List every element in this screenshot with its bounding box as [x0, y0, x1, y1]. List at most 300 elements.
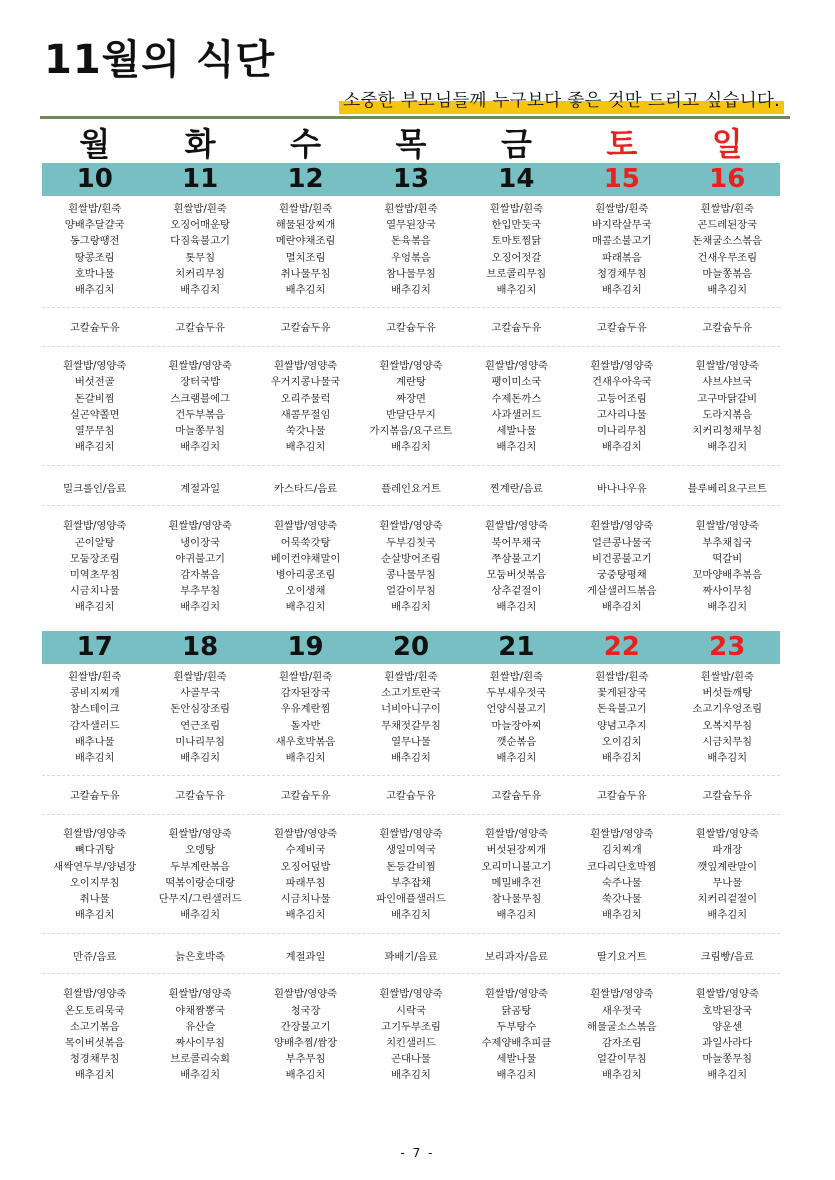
date-bar — [42, 163, 780, 196]
menu-item: 오리주물럭 — [280, 392, 331, 405]
menu-item: 흰쌀밥/영양죽 — [379, 988, 443, 1001]
menu-item: 배추김치 — [180, 441, 221, 454]
menu-day-column — [358, 826, 463, 923]
snack-item: 블루베리요구르트 — [687, 483, 768, 496]
menu-item: 떡볶이랑순대랑 — [165, 876, 235, 889]
menu-item: 모둠버섯볶음 — [486, 568, 547, 581]
menu-item: 흰쌀밥/영양죽 — [168, 988, 232, 1001]
menu-day-column — [42, 518, 147, 615]
date-number: 22 — [603, 632, 640, 662]
menu-item: 시금치나물 — [280, 892, 331, 905]
menu-item: 배추김치 — [707, 601, 748, 614]
menu-item: 흰쌀밥/영양죽 — [484, 360, 548, 373]
menu-item: 두부탕수 — [496, 1020, 537, 1033]
menu-item: 뼈다귀탕 — [74, 844, 115, 857]
menu-item: 사과샐러드 — [491, 408, 542, 421]
menu-item: 미나리무침 — [175, 735, 225, 748]
date-number: 13 — [392, 164, 430, 194]
menu-item: 해물된장찌개 — [275, 219, 336, 232]
snack-item: 딸기요거트 — [596, 951, 647, 964]
menu-item: 병아리콩조림 — [275, 568, 336, 581]
menu-day-column — [42, 669, 147, 766]
day-headers — [42, 125, 780, 163]
afternoon-snack-row — [42, 481, 780, 497]
menu-item: 새콤무절임 — [280, 408, 331, 421]
menu-item: 배추김치 — [496, 601, 537, 614]
menu-item: 꽃게된장국 — [596, 687, 647, 700]
menu-day-column — [675, 518, 780, 615]
menu-item: 흰쌀밥/영양죽 — [63, 520, 127, 533]
menu-item: 돈등갈비찜 — [386, 860, 436, 873]
date-number: 11 — [182, 164, 219, 194]
menu-item: 샤브샤브국 — [702, 376, 753, 389]
menu-day-column — [464, 518, 569, 615]
menu-item: 도라지볶음 — [702, 408, 753, 421]
menu-item: 김치찌개 — [601, 844, 642, 857]
menu-item: 버섯들깨탕 — [702, 687, 753, 700]
menu-item: 배추김치 — [74, 283, 115, 296]
date-number: 23 — [709, 632, 746, 662]
menu-item: 오징어매운탕 — [170, 219, 230, 232]
menu-day-column — [253, 986, 358, 1083]
menu-day-column — [569, 986, 674, 1083]
menu-item: 배추김치 — [601, 441, 642, 454]
snack-item: 계절과일 — [285, 951, 326, 964]
day-header: 금 — [500, 125, 532, 163]
menu-item: 해물굴소스볶음 — [587, 1020, 657, 1033]
menu-item: 메밀배추전 — [491, 876, 542, 889]
menu-item: 흰쌀밥/영양죽 — [695, 828, 759, 841]
menu-day-column — [358, 518, 463, 615]
page-number: - 7 - — [400, 1146, 435, 1160]
menu-item: 파개장 — [712, 844, 743, 857]
menu-item: 배추김치 — [285, 1069, 326, 1082]
snack-item: 고칼슘두유 — [596, 322, 647, 335]
menu-item: 톳무침 — [185, 251, 216, 264]
snack-item: 플레인요거트 — [381, 483, 441, 496]
menu-item: 온도토리묵국 — [64, 1004, 125, 1017]
menu-item: 곤드레된장국 — [697, 219, 758, 232]
menu-item: 새우호박볶음 — [275, 735, 336, 748]
menu-item: 배추김치 — [285, 601, 326, 614]
menu-day-column — [253, 669, 358, 766]
menu-item: 미역초무침 — [69, 568, 120, 581]
menu-item: 감자볶음 — [180, 568, 221, 581]
menu-day-column — [147, 518, 252, 615]
menu-item: 흰쌀밥/영양죽 — [379, 360, 443, 373]
menu-item: 흰쌀밥/흰죽 — [278, 203, 333, 215]
menu-item: 사골무국 — [180, 687, 221, 700]
section-divider — [42, 973, 780, 974]
snack-item: 고칼슘두유 — [280, 322, 331, 335]
menu-item: 비건콩불고기 — [591, 552, 652, 565]
menu-item: 파래볶음 — [601, 251, 642, 264]
menu-item: 토마토찜닭 — [491, 235, 542, 248]
menu-item: 흰쌀밥/영양죽 — [168, 360, 232, 373]
section-divider — [42, 933, 780, 934]
menu-item: 양배추달걀국 — [64, 219, 125, 232]
menu-item: 치킨샐러드 — [386, 1036, 436, 1049]
menu-item: 감자된장국 — [280, 687, 331, 700]
menu-item: 흰쌀밥/흰죽 — [489, 203, 543, 215]
date-number: 16 — [709, 164, 746, 194]
menu-item: 냉이장국 — [180, 536, 221, 549]
menu-item: 흰쌀밥/영양죽 — [273, 828, 338, 841]
menu-day-column — [42, 201, 147, 298]
menu-day-column — [675, 669, 780, 766]
menu-day-column — [569, 358, 674, 455]
menu-item: 우유계란찜 — [280, 703, 331, 716]
date-number: 12 — [287, 164, 324, 194]
menu-item: 쭈삼불고기 — [491, 552, 542, 565]
menu-item: 흰쌀밥/영양죽 — [273, 988, 338, 1001]
menu-item: 흰쌀밥/영양죽 — [273, 360, 338, 373]
menu-item: 흰쌀밥/흰죽 — [595, 671, 649, 683]
menu-item: 마늘쫑볶음 — [702, 267, 753, 280]
menu-item: 배추김치 — [180, 909, 221, 922]
menu-day-column — [147, 201, 252, 298]
menu-item: 부추채칩국 — [702, 536, 753, 549]
menu-item: 멸치조림 — [285, 251, 326, 264]
menu-item: 파인애플샐러드 — [376, 892, 446, 905]
menu-item: 흰쌀밥/영양죽 — [168, 520, 232, 533]
menu-item: 코다리단호박찜 — [587, 860, 657, 873]
menu-item: 건두부볶음 — [175, 408, 225, 421]
menu-item: 흰쌀밥/영양죽 — [63, 360, 127, 373]
menu-item: 버섯전골 — [74, 376, 115, 389]
menu-day-column — [675, 358, 780, 455]
menu-item: 수제돈까스 — [491, 392, 542, 405]
menu-item: 건새우무조림 — [697, 251, 758, 264]
menu-day-column — [147, 826, 252, 923]
date-number: 15 — [603, 164, 640, 194]
section-divider — [42, 814, 780, 815]
menu-item: 부추무침 — [180, 585, 221, 598]
menu-item: 메란야채조림 — [275, 235, 336, 248]
menu-item: 북어무채국 — [491, 536, 542, 549]
menu-item: 오이생채 — [285, 585, 326, 598]
menu-day-column — [358, 201, 463, 298]
menu-item: 시금치나물 — [69, 585, 120, 598]
menu-item: 배추김치 — [601, 601, 642, 614]
snack-item: 찐계란/음료 — [489, 483, 543, 496]
menu-item: 바지락살무국 — [591, 219, 652, 232]
snack-item: 고칼슘두유 — [386, 322, 436, 335]
menu-item: 배추김치 — [496, 1069, 537, 1082]
menu-item: 흰쌀밥/흰죽 — [384, 671, 438, 683]
menu-item: 소고기우엉조림 — [692, 703, 763, 716]
menu-item: 야채짬뽕국 — [175, 1004, 225, 1017]
menu-item: 흰쌀밥/영양죽 — [590, 360, 654, 373]
menu-item: 흰쌀밥/흰죽 — [68, 203, 122, 215]
day-header: 화 — [184, 125, 216, 163]
day-header: 토 — [606, 125, 638, 163]
menu-item: 간장불고기 — [280, 1020, 331, 1033]
menu-item: 치커리청채무침 — [692, 424, 763, 437]
menu-item: 배추김치 — [74, 909, 115, 922]
menu-item: 배추김치 — [74, 601, 115, 614]
menu-item: 모둠장조림 — [69, 552, 120, 565]
snack-item: 고칼슘두유 — [491, 322, 542, 335]
menu-item: 고사리나물 — [596, 408, 647, 421]
snack-item: 고칼슘두유 — [69, 322, 120, 335]
menu-item: 흰쌀밥/영양죽 — [63, 828, 127, 841]
snack-item: 크림빵/음료 — [700, 951, 754, 964]
snack-item: 밀크롤인/음료 — [63, 483, 127, 496]
date-number: 17 — [76, 632, 113, 662]
date-number: 10 — [76, 164, 113, 194]
menu-item: 꼬마양배추볶음 — [692, 568, 763, 581]
menu-item: 파래무침 — [285, 876, 326, 889]
snack-item: 고칼슘두유 — [491, 790, 542, 803]
menu-item: 어묵쑥갓탕 — [280, 536, 331, 549]
menu-item: 세발나물 — [496, 424, 537, 437]
menu-day-column — [675, 826, 780, 923]
menu-item: 배추김치 — [180, 751, 221, 764]
menu-item: 실곤약쫄면 — [69, 408, 120, 421]
dinner-block — [42, 986, 780, 1083]
menu-item: 짜장면 — [396, 392, 426, 405]
menu-item: 배추김치 — [707, 1069, 748, 1082]
menu-item: 흰쌀밥/흰죽 — [173, 671, 227, 683]
menu-item: 돈육불고기 — [596, 703, 647, 716]
menu-day-column — [253, 358, 358, 455]
menu-day-column — [569, 669, 674, 766]
menu-day-column — [675, 986, 780, 1083]
menu-item: 마늘쫑무침 — [175, 424, 225, 437]
menu-item: 흰쌀밥/영양죽 — [273, 520, 338, 533]
menu-day-column — [464, 826, 569, 923]
menu-day-column — [253, 201, 358, 298]
menu-item: 호박된장국 — [702, 1004, 753, 1017]
menu-item: 흰쌀밥/영양죽 — [695, 988, 759, 1001]
menu-item: 오징어젓갈 — [491, 251, 542, 264]
menu-item: 깻순볶음 — [496, 735, 537, 748]
menu-item: 얼갈이무침 — [596, 1053, 647, 1066]
menu-item: 열무된장국 — [386, 219, 436, 232]
date-number: 18 — [182, 632, 219, 662]
menu-item: 쑥갓나물 — [285, 424, 326, 437]
menu-day-column — [358, 358, 463, 455]
menu-item: 과일사라다 — [702, 1036, 753, 1049]
menu-item: 배추김치 — [496, 909, 537, 922]
menu-item: 얼큰콩나물국 — [591, 536, 652, 549]
menu-item: 참스테이크 — [69, 703, 120, 716]
menu-item: 취나물무침 — [280, 267, 331, 280]
menu-item: 배추김치 — [391, 441, 431, 454]
menu-item: 목이버섯볶음 — [64, 1036, 125, 1049]
menu-item: 오뎅탕 — [185, 844, 216, 857]
snack-item: 보리과자/음료 — [484, 951, 548, 964]
menu-item: 취나물 — [79, 892, 110, 905]
menu-item: 배추김치 — [285, 441, 326, 454]
menu-day-column — [464, 986, 569, 1083]
morning-snack-row — [42, 788, 780, 804]
menu-item: 배추김치 — [496, 751, 537, 764]
menu-item: 배추김치 — [180, 283, 221, 296]
menu-item: 언양식불고기 — [486, 703, 547, 716]
menu-item: 생일미역국 — [386, 844, 436, 857]
menu-item: 두부계란볶음 — [170, 860, 230, 873]
snack-item: 고칼슘두유 — [702, 322, 753, 335]
menu-item: 다짐육불고기 — [170, 235, 230, 248]
menu-item: 배추김치 — [285, 751, 326, 764]
subtitle-rule — [40, 88, 790, 119]
menu-item: 땅콩조림 — [74, 251, 115, 264]
menu-item: 치커리무침 — [175, 267, 225, 280]
menu-item: 흰쌀밥/흰죽 — [700, 671, 754, 683]
menu-day-column — [569, 518, 674, 615]
menu-item: 흰쌀밥/영양죽 — [590, 520, 654, 533]
menu-item: 숙주나물 — [601, 876, 642, 889]
menu-item: 부추잡채 — [391, 876, 431, 889]
menu-item: 우엉볶음 — [391, 251, 431, 264]
menu-item: 흰쌀밥/영양죽 — [695, 520, 759, 533]
menu-day-column — [675, 201, 780, 298]
menu-day-column — [358, 669, 463, 766]
menu-item: 오이김치 — [601, 735, 642, 748]
menu-item: 부추무침 — [285, 1053, 326, 1066]
menu-item: 배추김치 — [391, 751, 431, 764]
menu-item: 너비아니구이 — [381, 703, 441, 716]
menu-item: 흰쌀밥/영양죽 — [484, 520, 548, 533]
menu-item: 양념고추지 — [596, 719, 647, 732]
menu-item: 배추김치 — [74, 751, 115, 764]
menu-item: 호박나물 — [74, 267, 115, 280]
menu-item: 흰쌀밥/영양죽 — [168, 828, 232, 841]
menu-item: 흰쌀밥/영양죽 — [63, 988, 127, 1001]
menu-item: 오리미니불고기 — [481, 860, 552, 873]
menu-item: 미나리무침 — [596, 424, 647, 437]
menu-item: 무나물 — [712, 876, 743, 889]
menu-item: 짜사이무침 — [175, 1036, 225, 1049]
day-header: 목 — [395, 125, 427, 163]
menu-item: 흰쌀밥/영양죽 — [590, 828, 654, 841]
menu-item: 곤대나물 — [391, 1053, 431, 1066]
menu-item: 돌자반 — [290, 719, 321, 732]
menu-item: 참나물무침 — [491, 892, 542, 905]
menu-item: 흰쌀밥/흰죽 — [700, 203, 754, 215]
snack-item: 고칼슘두유 — [596, 790, 647, 803]
menu-day-column — [147, 358, 252, 455]
menu-day-column — [253, 826, 358, 923]
menu-item: 흰쌀밥/흰죽 — [68, 671, 122, 683]
menu-day-column — [147, 986, 252, 1083]
menu-item: 수제비국 — [285, 844, 326, 857]
menu-item: 흰쌀밥/흰죽 — [489, 671, 543, 683]
menu-item: 깻잎계란말이 — [697, 860, 758, 873]
menu-item: 스크램블에그 — [170, 392, 230, 405]
menu-item: 배추김치 — [74, 1069, 115, 1082]
subtitle: 소중한 부모님들께 누구보다 좋은 것만 드리고 싶습니다. — [339, 88, 784, 114]
menu-item: 치커리겉절이 — [697, 892, 758, 905]
menu-item: 콩비지찌개 — [69, 687, 120, 700]
menu-item: 소고기볶음 — [69, 1020, 120, 1033]
menu-item: 가지볶음/요구르트 — [369, 424, 453, 437]
menu-item: 감자조림 — [601, 1036, 642, 1049]
dinner-block — [42, 518, 780, 615]
afternoon-snack-row — [42, 949, 780, 965]
menu-item: 청경채무침 — [69, 1053, 120, 1066]
menu-day-column — [358, 986, 463, 1083]
menu-item: 배추김치 — [285, 283, 326, 296]
menu-item: 두부김칫국 — [386, 536, 436, 549]
menu-item: 두부새우젓국 — [486, 687, 547, 700]
menu-item: 돈안심장조림 — [170, 703, 230, 716]
snack-item: 고칼슘두유 — [69, 790, 120, 803]
menu-item: 열무나물 — [391, 735, 431, 748]
menu-item: 곤이알탕 — [74, 536, 115, 549]
menu-item: 배추김치 — [601, 909, 642, 922]
menu-item: 건새우아욱국 — [591, 376, 652, 389]
day-header: 수 — [290, 125, 322, 163]
breakfast-block — [42, 669, 780, 766]
menu-item: 얼갈이무침 — [386, 585, 436, 598]
section-divider — [42, 346, 780, 347]
menu-item: 브로콜리숙회 — [170, 1053, 230, 1066]
menu-item: 콩나물무침 — [386, 568, 436, 581]
menu-day-column — [464, 201, 569, 298]
snack-item: 카스타드/음료 — [273, 483, 338, 496]
menu-item: 흰쌀밥/영양죽 — [484, 988, 548, 1001]
menu-item: 소고기토란국 — [381, 687, 441, 700]
menu-item: 흰쌀밥/흰죽 — [384, 203, 438, 215]
menu-item: 배추김치 — [601, 1069, 642, 1082]
menu-item: 새싹연두부/양념장 — [53, 860, 137, 873]
menu-item: 청경채무침 — [596, 267, 647, 280]
date-number: 19 — [287, 632, 324, 662]
snack-item: 꽈배기/음료 — [384, 951, 438, 964]
menu-item: 배추김치 — [180, 1069, 221, 1082]
menu-item: 계란탕 — [396, 376, 426, 389]
menu-item: 양배추찜/쌈장 — [273, 1036, 338, 1049]
menu-item: 궁중탕평채 — [596, 568, 647, 581]
menu-item: 시락국 — [396, 1004, 426, 1017]
menu-item: 배추김치 — [180, 601, 221, 614]
menu-item: 배추김치 — [285, 909, 326, 922]
menu-item: 참나물무침 — [386, 267, 436, 280]
menu-item: 청국장 — [290, 1004, 321, 1017]
menu-item: 흰쌀밥/흰죽 — [173, 203, 227, 215]
menu-day-column — [569, 201, 674, 298]
menu-item: 배추김치 — [391, 283, 431, 296]
menu-item: 배추김치 — [601, 751, 642, 764]
menu-item: 오복지무침 — [702, 719, 753, 732]
menu-item: 매콤소불고기 — [591, 235, 652, 248]
menu-item: 흰쌀밥/흰죽 — [278, 671, 333, 683]
menu-item: 브로콜리무침 — [486, 267, 547, 280]
date-number: 21 — [498, 632, 535, 662]
snack-item: 고칼슘두유 — [175, 790, 225, 803]
menu-item: 고구마닭갈비 — [697, 392, 758, 405]
date-bar — [42, 631, 780, 664]
menu-item: 버섯된장찌개 — [486, 844, 547, 857]
menu-item: 배추나물 — [74, 735, 115, 748]
morning-snack-row — [42, 320, 780, 336]
menu-item: 감자샐러드 — [69, 719, 120, 732]
menu-day-column — [464, 358, 569, 455]
menu-item: 오징어덮밥 — [280, 860, 331, 873]
snack-item: 계절과일 — [180, 483, 221, 496]
menu-item: 게살샐러드볶음 — [587, 585, 657, 598]
menu-item: 배추김치 — [391, 1069, 431, 1082]
day-header: 월 — [79, 125, 111, 163]
menu-item: 열무무침 — [74, 424, 115, 437]
section-divider — [42, 775, 780, 776]
snack-item: 고칼슘두유 — [175, 322, 225, 335]
menu-item: 배추김치 — [707, 909, 748, 922]
menu-item: 유산슬 — [185, 1020, 216, 1033]
